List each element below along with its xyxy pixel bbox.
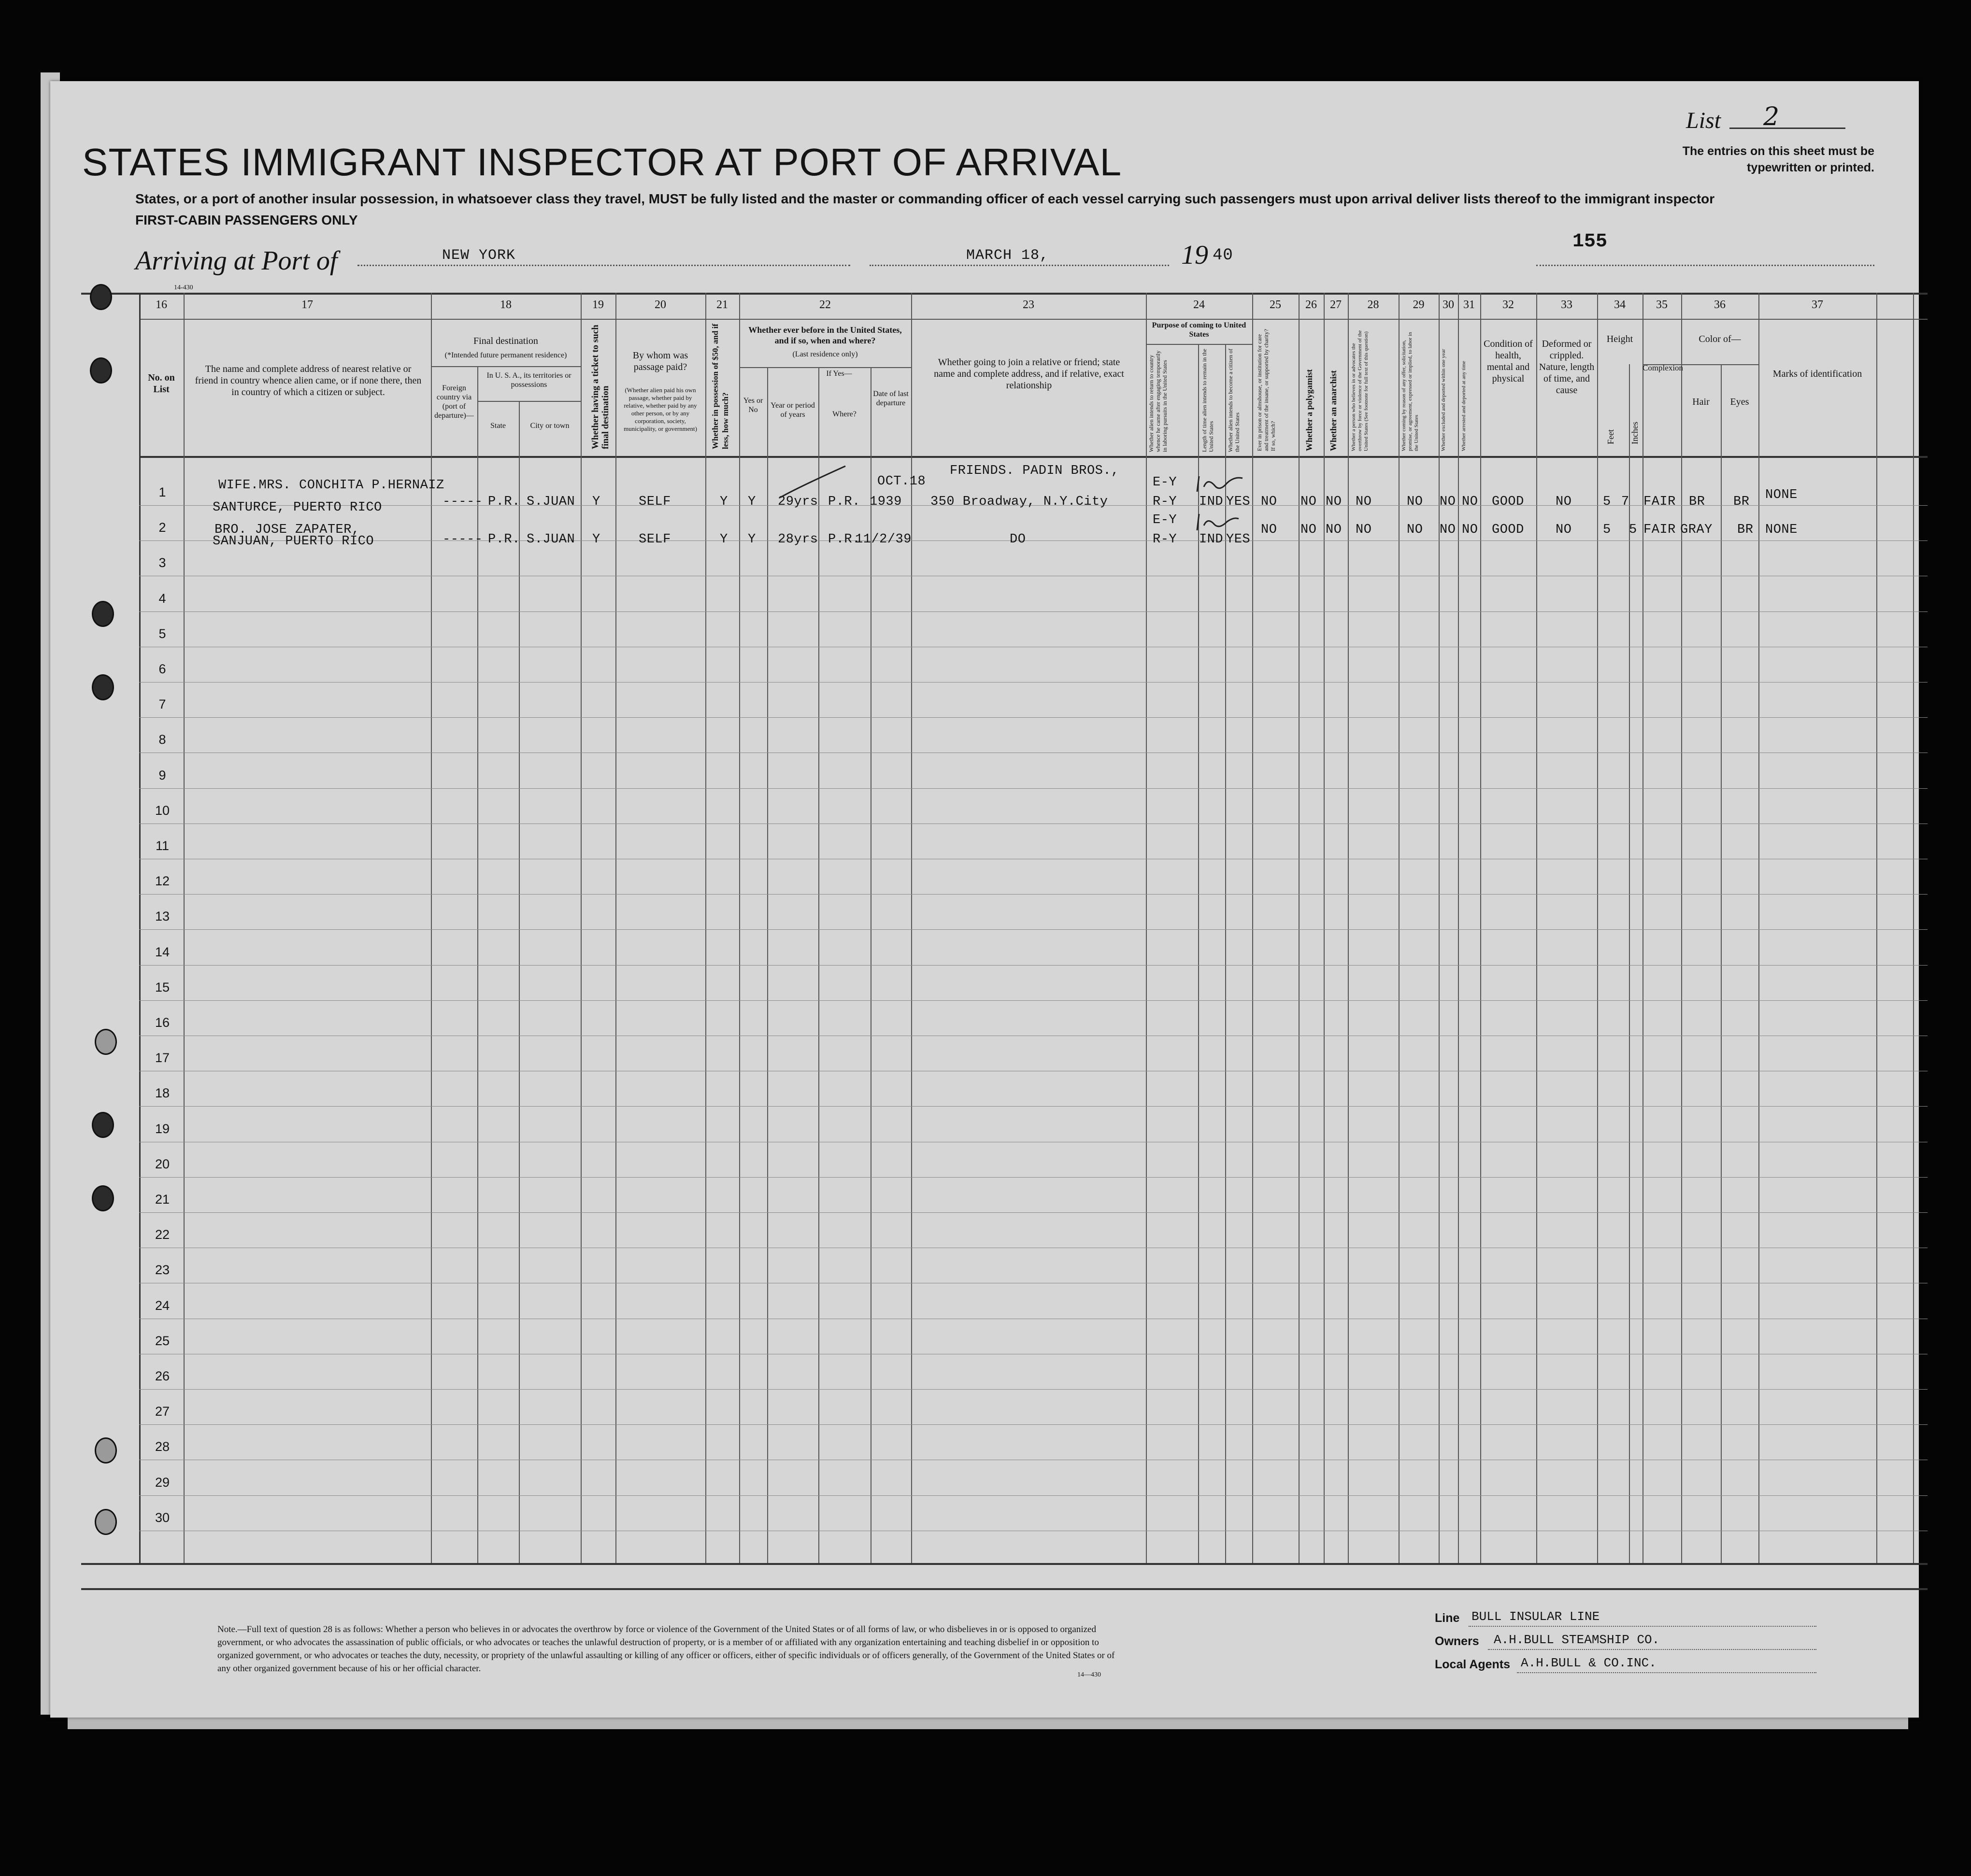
row2-polygamist: NO [1300, 523, 1317, 537]
handwritten-scribble-2 [1193, 510, 1242, 534]
row1-money: Y [720, 495, 728, 509]
header-height: Height [1606, 334, 1633, 344]
colnum-20: 20 [655, 298, 666, 311]
owners-label: Owners [1435, 1634, 1479, 1648]
row-number: 2 [158, 520, 166, 535]
row-rule [139, 1424, 1928, 1425]
row-rule [139, 894, 1928, 895]
row1-q28: NO [1356, 495, 1372, 509]
row2-anarchist: NO [1326, 523, 1342, 537]
header-before-in-us: Whether ever before in the United States, and if so, when and where? [748, 325, 902, 345]
row1-eyes: BR [1733, 495, 1750, 509]
row-rule [139, 965, 1928, 966]
row1-date-line1: OCT.18 [877, 474, 926, 489]
row1-polygamist: NO [1300, 495, 1317, 509]
list-underline [1729, 128, 1845, 129]
list-label: List [1686, 108, 1721, 133]
footer-form-code: 14—430 [1077, 1671, 1101, 1678]
row2-eyes: BR [1737, 523, 1754, 537]
row-rule [139, 1495, 1928, 1496]
row2-q29: NO [1407, 523, 1423, 537]
colnum-34: 34 [1614, 298, 1626, 311]
header-final-destination: Final destination [473, 336, 538, 346]
row-rule [139, 1389, 1928, 1390]
row-rule [139, 1106, 1928, 1107]
row-number: 12 [155, 874, 170, 888]
owners-value: A.H.BULL STEAMSHIP CO. [1494, 1633, 1660, 1647]
row2-join-line1: DO [1010, 532, 1026, 547]
intro-text: States, or a port of another insular possession, in whatsoever class they travel, MUST be fully listed and the master or commanding officer of each vessel carrying such passengers must upon arrival deliver lists thereof to the immigrant inspector [135, 191, 1715, 206]
stamp-number: 155 [1572, 231, 1608, 253]
row-rule [139, 788, 1928, 789]
row1-purpose-r: R-Y [1153, 495, 1177, 509]
form-code-top: 14-430 [174, 284, 193, 291]
row-number: 25 [155, 1334, 170, 1348]
row-number: 23 [155, 1263, 170, 1277]
row-number: 4 [158, 591, 166, 606]
header-in-usa: In U. S. A., its territories or possessions [486, 371, 571, 389]
row1-state: P.R. [488, 495, 520, 509]
row-number: 9 [158, 768, 166, 782]
row2-years: 28yrs [778, 532, 818, 547]
row1-inches: 7 [1621, 495, 1629, 509]
colnum-36: 36 [1714, 298, 1726, 311]
row1-years: 29yrs [778, 495, 818, 509]
header-yes-no: Yes or No [743, 397, 763, 414]
binder-hole [95, 1437, 117, 1464]
row-number: 10 [155, 803, 170, 818]
header-marks: Marks of identification [1772, 369, 1862, 379]
colnum-26: 26 [1305, 298, 1317, 311]
row-rule [139, 611, 1928, 612]
row2-foreign-via: ----- [443, 532, 483, 547]
header-purpose: Purpose of coming to United States [1152, 321, 1246, 339]
colnum-22: 22 [819, 298, 831, 311]
port-value: NEW YORK [442, 247, 516, 264]
binder-hole [90, 357, 112, 384]
colnum-16: 16 [156, 298, 167, 311]
binder-hole [92, 1185, 114, 1211]
row-rule [139, 717, 1928, 718]
colnum-28: 28 [1367, 298, 1379, 311]
row2-date-line1: 11/2/39 [855, 532, 912, 547]
row1-q30: NO [1440, 495, 1456, 509]
row2-prison: NO [1261, 523, 1277, 537]
agents-label: Local Agents [1435, 1658, 1511, 1671]
header-foreign-country: Foreign country via (port of departure)— [434, 384, 474, 420]
entries-note: The entries on this sheet must be typewritten or printed. [1682, 144, 1874, 174]
year-suffix: 40 [1213, 246, 1233, 265]
header-relative: The name and complete address of nearest relative or friend in country whence alien came, or if none there, then in country of which a citizen or subject. [195, 364, 422, 398]
header-feet: Feet [1606, 429, 1615, 444]
header-purpose-return: Whether alien intends to return to country whence he came after engaging temporarily in laboring pursuits in the United States [1148, 350, 1168, 452]
row2-health: GOOD [1492, 523, 1524, 537]
row1-hair: BR [1689, 495, 1705, 509]
row1-q29: NO [1407, 495, 1423, 509]
row2-q31: NO [1462, 523, 1478, 537]
manifest-sheet [50, 81, 1919, 1718]
row1-where: P.R. [828, 495, 860, 509]
row-number: 15 [155, 980, 170, 995]
row2-complexion: FAIR [1643, 523, 1676, 537]
agents-underline [1517, 1672, 1816, 1673]
row-rule [139, 1000, 1928, 1001]
row1-length: IND [1199, 495, 1224, 509]
port-line [357, 265, 850, 266]
year-prefix: 19 [1181, 240, 1208, 270]
colnum-25: 25 [1270, 298, 1281, 311]
colnum-18: 18 [500, 298, 512, 311]
date-line [870, 265, 1169, 266]
colnum-24: 24 [1193, 298, 1205, 311]
header-deformed: Deformed or crippled. Nature, length of time, and cause [1539, 339, 1595, 396]
colnum-33: 33 [1561, 298, 1572, 311]
handwritten-checkmark [778, 464, 850, 502]
row-number: 27 [155, 1404, 170, 1419]
row1-foreign-via: ----- [443, 495, 483, 509]
row-number: 3 [158, 555, 166, 570]
row1-prison: NO [1261, 495, 1277, 509]
row-number: 21 [155, 1192, 170, 1207]
header-where: Where? [832, 410, 857, 418]
row-number: 8 [158, 732, 166, 747]
row-number: 17 [155, 1051, 170, 1065]
row-number: 7 [158, 697, 166, 711]
row-number: 1 [158, 485, 166, 499]
line-underline [1469, 1626, 1816, 1627]
page-title: STATES IMMIGRANT INSPECTOR AT PORT OF ARRIVAL [82, 141, 1122, 184]
colnum-32: 32 [1502, 298, 1514, 311]
right-line [1536, 265, 1874, 266]
header-color-of: Color of— [1699, 334, 1741, 344]
colnum-17: 17 [301, 298, 313, 311]
header-years: Year or period of years [771, 401, 815, 419]
colnum-35: 35 [1656, 298, 1668, 311]
row1-q31: NO [1462, 495, 1478, 509]
header-ticket: Whether having a ticket to such final destination [590, 325, 611, 449]
colnum-27: 27 [1330, 298, 1342, 311]
row1-marks: NONE [1765, 488, 1798, 502]
row2-purpose-r: R-Y [1153, 532, 1177, 547]
header-date-departure: Date of last departure [873, 390, 909, 407]
header-anarchist: Whether an anarchist [1328, 370, 1338, 451]
row2-q28: NO [1356, 523, 1372, 537]
row2-money: Y [720, 532, 728, 547]
header-if-yes: If Yes— [826, 370, 852, 378]
header-offer-labor: Whether coming by reason of any offer, solicitation, promise, or agreement, expressed or implied, to labor in the United States [1401, 332, 1419, 451]
row1-join-line1: FRIENDS. PADIN BROS., [950, 464, 1119, 478]
binder-hole [92, 1112, 114, 1138]
colnum-37: 37 [1812, 298, 1823, 311]
row2-ticket: Y [592, 532, 600, 547]
row-number: 29 [155, 1475, 170, 1490]
colnum-31: 31 [1463, 298, 1475, 311]
header-complexion: Complexion [1642, 363, 1684, 372]
row2-hair: GRAY [1680, 523, 1713, 537]
row1-before-yes: Y [748, 495, 756, 509]
row2-paid-by: SELF [639, 532, 671, 547]
arriving-label: Arriving at Port of [135, 246, 338, 276]
agents-value: A.H.BULL & CO.INC. [1521, 1656, 1657, 1670]
binder-hole [95, 1029, 117, 1055]
colnum-23: 23 [1023, 298, 1034, 311]
row1-purpose-e: E-Y [1153, 475, 1177, 490]
header-paid-by: By whom was passage paid? [632, 350, 688, 372]
header-prison: Ever in prison or almshouse, or institution for care and treatment of the insane, or supported by charity? If so, which? [1256, 329, 1276, 451]
colnum-21: 21 [716, 298, 728, 311]
row1-complexion: FAIR [1643, 495, 1676, 509]
binder-hole [92, 674, 114, 700]
header-no-on-list: No. on List [148, 372, 175, 395]
header-money: Whether in possession of $50, and if less, how much? [711, 324, 730, 449]
header-final-destination-note: (*Intended future permanent residence) [444, 351, 567, 359]
row-number: 18 [155, 1086, 170, 1100]
header-state: State [490, 422, 506, 430]
row-number: 20 [155, 1157, 170, 1171]
colnum-19: 19 [592, 298, 604, 311]
list-number: 2 [1763, 102, 1780, 131]
cabin-class: FIRST-CABIN PASSENGERS ONLY [135, 213, 358, 227]
row1-citizen: YES [1226, 495, 1251, 509]
header-question-28: Whether a person who believes in or advocates the overthrow by force or violence of the Government of the United States (See footnote for full text of this question) [1351, 330, 1369, 451]
footer-note: Note.—Full text of question 28 is as follows: Whether a person who believes in or advocates the overthrow by force or violence of the Government of the United States or of all forms of law, or who disbelieves in or is opposed to organized government, or who advocates the assassination of public officials, or who advocates or teaches the unlawful destruction of property, or is a member of or affiliated with any organization entertaining and teaching disbelief in or opposition to organized government, or who advocates or teaches the duty, necessity, or propriety of the unlawful assaulting or killing of any officer or officers, either of specific individuals or of officers generally, of the Government of the United States or of any other organized government because of his or her official character. [217, 1624, 1115, 1674]
row2-city: S.JUAN [527, 532, 575, 547]
header-inches: Inches [1630, 422, 1640, 444]
row-number: 28 [155, 1439, 170, 1454]
row-rule [139, 1177, 1928, 1178]
row-rule [139, 540, 1928, 541]
header-arrested: Whether arrested and deported at any time [1461, 361, 1467, 451]
line-value: BULL INSULAR LINE [1471, 1609, 1600, 1624]
row-number: 16 [155, 1015, 170, 1030]
row-rule [139, 1212, 1928, 1213]
row-rule [139, 929, 1928, 930]
row2-length: IND [1199, 532, 1224, 547]
row2-purpose-e: E-Y [1153, 513, 1177, 527]
header-health: Condition of health, mental and physical [1484, 339, 1533, 384]
row1-paid-by: SELF [639, 495, 671, 509]
row1-city: S.JUAN [527, 495, 575, 509]
row1-relative-address: SANTURCE, PUERTO RICO [213, 500, 382, 515]
row-number: 6 [158, 662, 166, 676]
header-join-relative: Whether going to join a relative or friend; state name and complete address, and if relative, exact relationship [934, 357, 1124, 391]
handwritten-scribble-1 [1193, 472, 1246, 497]
header-purpose-length: Length of time alien intends to remain in the United States [1201, 349, 1214, 452]
row-number: 19 [155, 1122, 170, 1136]
row2-feet: 5 [1603, 523, 1611, 537]
row2-deformed: NO [1556, 523, 1572, 537]
header-purpose-citizen: Whether alien intends to become a citizen of the United States [1227, 348, 1241, 452]
row2-q30: NO [1440, 523, 1456, 537]
owners-underline [1488, 1649, 1816, 1650]
row-number: 26 [155, 1369, 170, 1383]
binder-hole [95, 1509, 117, 1535]
row1-join-line2: 350 Broadway, N.Y.City [930, 495, 1108, 509]
row1-date-line2: 1939 [870, 495, 902, 509]
header-hair: Hair [1692, 397, 1710, 407]
row2-inches: 5 [1629, 523, 1637, 537]
row1-ticket: Y [592, 495, 600, 509]
binder-hole [92, 601, 114, 627]
row-number: 5 [158, 626, 166, 641]
row2-relative-address: SANJUAN, PUERTO RICO [213, 534, 374, 549]
row1-feet: 5 [1603, 495, 1611, 509]
row2-state: P.R. [488, 532, 520, 547]
header-eyes: Eyes [1730, 397, 1749, 407]
date-value: MARCH 18, [966, 247, 1049, 264]
binder-hole [90, 284, 112, 310]
line-label: Line [1435, 1611, 1460, 1625]
row-number: 30 [155, 1510, 170, 1525]
row1-deformed: NO [1556, 495, 1572, 509]
row2-where: P.R. [828, 532, 860, 547]
row-number: 24 [155, 1298, 170, 1313]
row-number: 14 [155, 945, 170, 959]
row-number: 13 [155, 909, 170, 924]
colnum-30: 30 [1443, 298, 1454, 311]
row1-anarchist: NO [1326, 495, 1342, 509]
row2-relative: BRO. JOSE ZAPATER, [214, 523, 360, 537]
row2-marks: NONE [1765, 523, 1798, 537]
row1-health: GOOD [1492, 495, 1524, 509]
row-number: 11 [155, 839, 170, 853]
header-polygamist: Whether a polygamist [1304, 369, 1314, 451]
row2-before-yes: Y [748, 532, 756, 547]
row1-relative: WIFE.MRS. CONCHITA P.HERNAIZ [218, 478, 444, 493]
header-city: City or town [530, 422, 570, 430]
header-before-note: (Last residence only) [792, 350, 858, 358]
row2-citizen: YES [1226, 532, 1251, 547]
header-paid-by-note: (Whether alien paid his own passage, whether paid by relative, whether paid by any other person, or by any corporation, society, municipality, or government) [624, 386, 697, 432]
row-number: 22 [155, 1227, 170, 1242]
colnum-29: 29 [1413, 298, 1425, 311]
header-excluded: Whether excluded and deported within one year [1441, 349, 1446, 451]
